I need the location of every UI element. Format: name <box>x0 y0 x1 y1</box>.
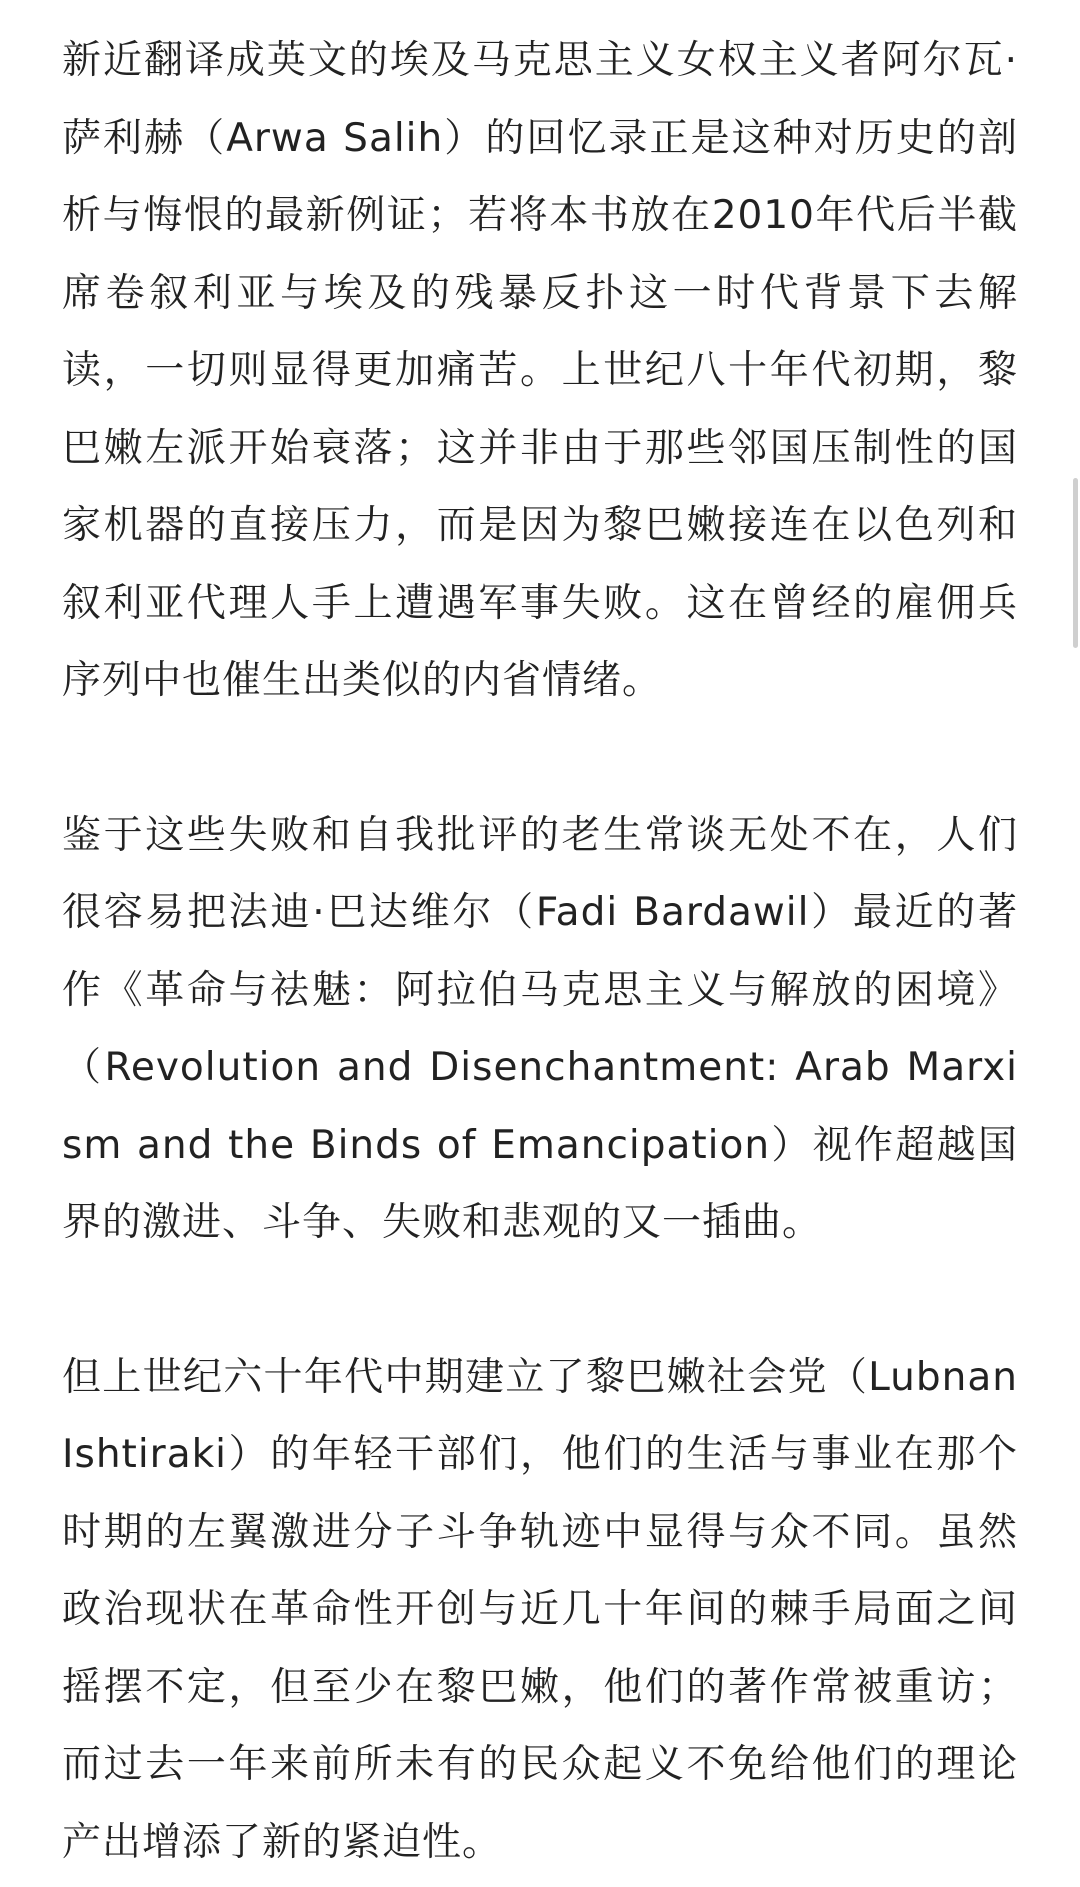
paragraph-3: 但上世纪六十年代中期建立了黎巴嫩社会党（Lubnan Ishtiraki）的年轻干部们，他们的生活与事业在那个时期的左翼激进分子斗争轨迹中显得与众不同。虽然政治现状在革命性开创与近几十年间的棘手局面之间摇摆不定，但至少在黎巴嫩，他们的著作常被重访；而过去一年来前所未有的民众起义不免给他们的理论产出增添了新的紧迫性。 <box>62 1354 1018 1865</box>
paragraph-2: 鉴于这些失败和自我批评的老生常谈无处不在，人们很容易把法迪·巴达维尔（Fadi Bardawil）最近的著作《革命与祛魅：阿拉伯马克思主义与解放的困境》（Revolution and Disenchantment: Arab Marxism and the Binds of Emancipation）视作超越国界的激进、斗争、失败和悲观的又一插曲。 <box>62 812 1018 1245</box>
article-body <box>62 22 1018 1881</box>
scrollbar[interactable] <box>1070 0 1080 1887</box>
paragraph-1: 新近翻译成英文的埃及马克思主义女权主义者阿尔瓦·萨利赫（Arwa Salih）的回忆录正是这种对历史的剖析与悔恨的最新例证；若将本书放在2010年代后半截席卷叙利亚与埃及的残暴反扑这一时代背景下去解读，一切则显得更加痛苦。上世纪八十年代初期，黎巴嫩左派开始衰落；这并非由于那些邻国压制性的国家机器的直接压力，而是因为黎巴嫩接连在以色列和叙利亚代理人手上遭遇军事失败。这在曾经的雇佣兵序列中也催生出类似的内省情绪。 <box>62 38 1018 703</box>
scrollbar-thumb[interactable] <box>1073 478 1078 648</box>
